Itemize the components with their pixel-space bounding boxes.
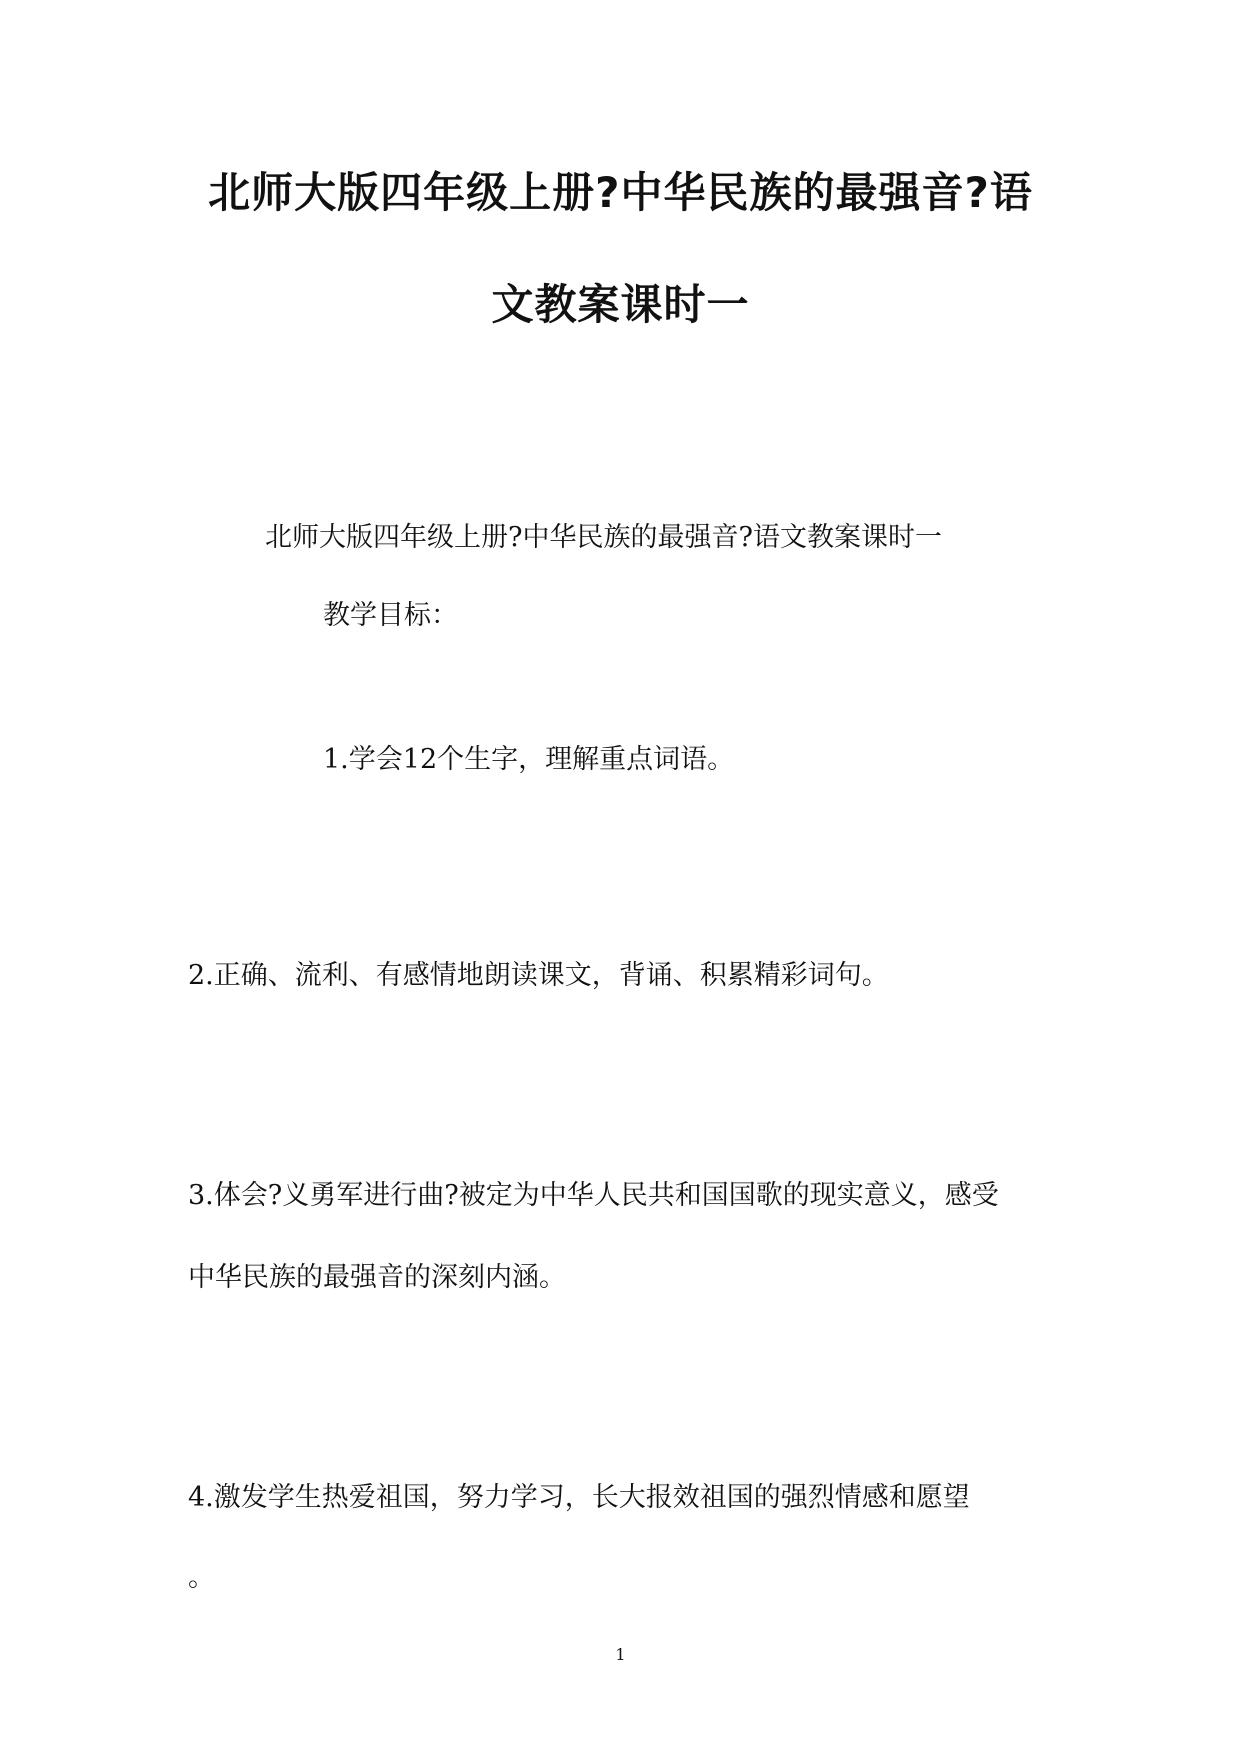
goal-item-2: 2.正确、流利、有感情地朗读课文，背诵、积累精彩词句。 bbox=[188, 960, 889, 991]
goal-item-3-line-2: 中华民族的最强音的深刻内涵。 bbox=[188, 1262, 566, 1293]
goal-item-1: 1.学会12个生字，理解重点词语。 bbox=[323, 744, 735, 775]
page-number: 1 bbox=[615, 1645, 626, 1664]
document-subtitle: 北师大版四年级上册?中华民族的最强音?语文教案课时一 bbox=[265, 522, 942, 553]
document-title-line-1: 北师大版四年级上册?中华民族的最强音?语 bbox=[208, 168, 1033, 217]
goal-item-4-line-1: 4.激发学生热爱祖国，努力学习，长大报效祖国的强烈情感和愿望 bbox=[188, 1482, 970, 1513]
goal-item-4-line-2: 。 bbox=[188, 1562, 215, 1593]
goals-heading: 教学目标： bbox=[323, 600, 458, 631]
goal-item-3-line-1: 3.体会?义勇军进行曲?被定为中华人民共和国国歌的现实意义，感受 bbox=[188, 1180, 999, 1211]
document-title-line-2: 文教案课时一 bbox=[491, 280, 750, 329]
